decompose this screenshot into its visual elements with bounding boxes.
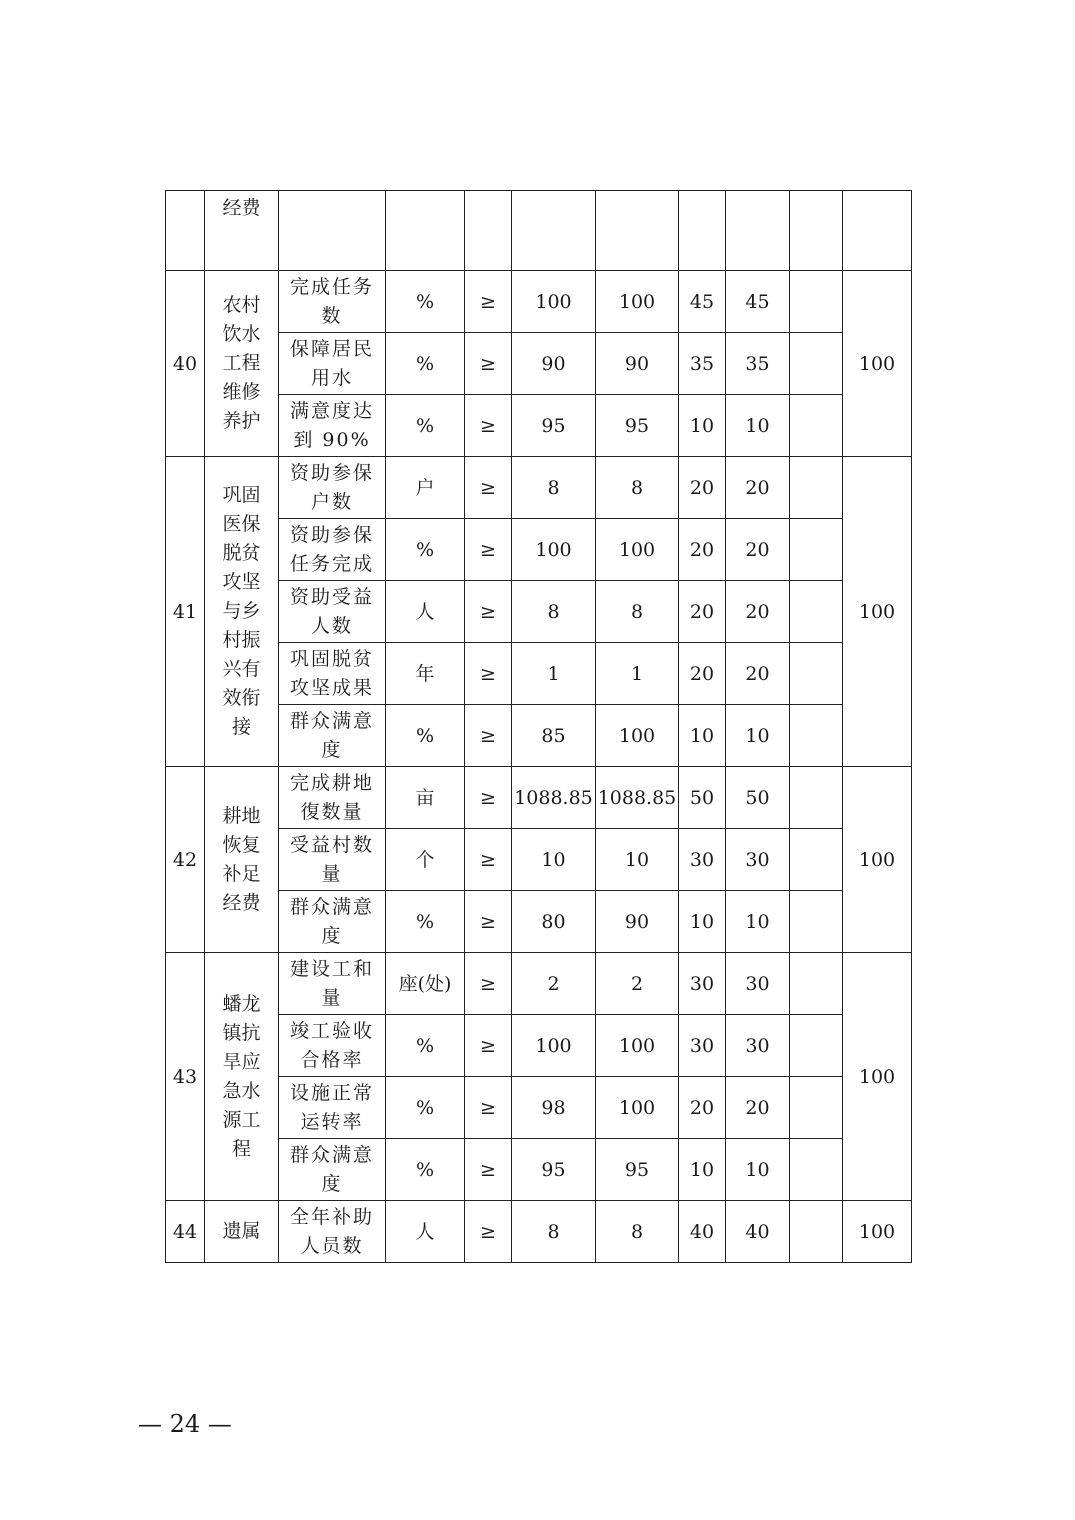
cell-weight: 30 — [679, 953, 726, 1015]
cell-unit: 年 — [386, 643, 465, 705]
cell-target: 8 — [512, 581, 596, 643]
cell-unit: % — [386, 705, 465, 767]
table-row — [166, 457, 912, 519]
cell-op: ≥ — [465, 581, 512, 643]
cell-project-line: 源工 — [222, 1108, 261, 1131]
cell-op: ≥ — [465, 829, 512, 891]
cell-weight: 10 — [679, 1139, 726, 1201]
cell-unit: % — [386, 1139, 465, 1201]
cell-total: 100 — [843, 457, 912, 767]
cell-target: 98 — [512, 1077, 596, 1139]
cell-metric-line: 运转率 — [300, 1110, 364, 1133]
cell-weight: 35 — [679, 333, 726, 395]
cell-target: 100 — [512, 519, 596, 581]
cell-project-line: 恢复 — [222, 833, 261, 856]
cell-metric-line: 保障居民 — [289, 337, 374, 360]
cell-weight — [679, 191, 726, 271]
cell-score: 10 — [726, 891, 790, 953]
cell-unit: 户 — [386, 457, 465, 519]
cell-metric-line: 建设工和 — [289, 957, 374, 980]
cell-score: 10 — [726, 1139, 790, 1201]
cell-note — [790, 829, 843, 891]
cell-metric-line: 全年补助 — [289, 1205, 374, 1228]
cell-project-line: 农村 — [222, 294, 261, 316]
cell-target: 100 — [512, 1015, 596, 1077]
cell-score — [726, 191, 790, 271]
cell-weight: 10 — [679, 395, 726, 457]
cell-metric-line: 用水 — [310, 366, 353, 389]
cell-op: ≥ — [465, 953, 512, 1015]
cell-target: 8 — [512, 457, 596, 519]
cell-no: 44 — [166, 1201, 205, 1263]
cell-note — [790, 891, 843, 953]
cell-op: ≥ — [465, 1077, 512, 1139]
cell-actual: 100 — [596, 1015, 679, 1077]
cell-project-line: 村振 — [222, 629, 261, 651]
cell-actual: 100 — [596, 271, 679, 333]
cell-metric — [279, 1139, 386, 1201]
cell-actual: 8 — [596, 581, 679, 643]
cell-metric — [279, 829, 386, 891]
cell-actual: 100 — [596, 519, 679, 581]
cell-note — [790, 333, 843, 395]
table-row — [166, 767, 912, 829]
cell-project-line: 攻坚 — [222, 571, 261, 593]
cell-note — [790, 953, 843, 1015]
cell-total — [843, 191, 912, 271]
cell-metric-line: 量 — [321, 986, 343, 1009]
cell-target: 85 — [512, 705, 596, 767]
cell-note — [790, 191, 843, 271]
cell-total: 100 — [843, 271, 912, 457]
cell-project-line: 效衔 — [222, 687, 261, 709]
cell-metric-line: 復数量 — [300, 800, 364, 823]
cell-metric-line: 量 — [321, 862, 343, 885]
cell-project: 经费 — [205, 191, 279, 271]
cell-project-line: 程 — [231, 1137, 251, 1160]
cell-project — [205, 1201, 279, 1263]
cell-actual: 1088.85 — [596, 767, 679, 829]
cell-project — [205, 271, 279, 457]
cell-note — [790, 643, 843, 705]
cell-metric-line: 完成任务 — [289, 275, 374, 298]
cell-target — [512, 191, 596, 271]
cell-metric — [279, 891, 386, 953]
cell-actual: 8 — [596, 457, 679, 519]
cell-score: 10 — [726, 705, 790, 767]
cell-actual: 100 — [596, 705, 679, 767]
cell-op: ≥ — [465, 395, 512, 457]
cell-score: 30 — [726, 953, 790, 1015]
cell-no: 41 — [166, 457, 205, 767]
cell-metric-line: 设施正常 — [289, 1081, 374, 1104]
cell-unit: 人 — [386, 1201, 465, 1263]
cell-project-line: 接 — [231, 716, 251, 738]
cell-metric-line: 满意度达 — [289, 399, 374, 422]
cell-no: 43 — [166, 953, 205, 1201]
cell-actual: 95 — [596, 1139, 679, 1201]
cell-metric-line: 人数 — [310, 614, 353, 637]
cell-note — [790, 1015, 843, 1077]
cell-op: ≥ — [465, 333, 512, 395]
cell-weight: 10 — [679, 705, 726, 767]
cell-unit: % — [386, 395, 465, 457]
cell-op: ≥ — [465, 767, 512, 829]
cell-metric-line: 群众满意 — [289, 1143, 374, 1166]
cell-project-line: 旱应 — [222, 1050, 261, 1073]
cell-project — [205, 767, 279, 953]
cell-actual: 100 — [596, 1077, 679, 1139]
cell-metric — [279, 1077, 386, 1139]
cell-metric — [279, 953, 386, 1015]
cell-metric-line: 人员数 — [300, 1234, 364, 1257]
cell-note — [790, 395, 843, 457]
cell-score: 45 — [726, 271, 790, 333]
cell-no — [166, 191, 205, 271]
cell-op: ≥ — [465, 1015, 512, 1077]
cell-op: ≥ — [465, 519, 512, 581]
cell-project-line: 遗属 — [222, 1220, 261, 1242]
table-row — [166, 191, 912, 271]
cell-metric — [279, 457, 386, 519]
cell-project-line: 蟠龙 — [222, 992, 261, 1015]
cell-project-line: 巩固 — [222, 484, 261, 506]
cell-project-line: 养护 — [222, 410, 261, 432]
cell-metric-line: 竣工验收 — [289, 1019, 374, 1042]
cell-project-line: 维修 — [222, 381, 261, 403]
cell-target: 90 — [512, 333, 596, 395]
cell-weight: 50 — [679, 767, 726, 829]
cell-target: 1 — [512, 643, 596, 705]
cell-note — [790, 581, 843, 643]
cell-metric-line: 任务完成 — [289, 552, 374, 575]
cell-metric-line: 巩固脱贫 — [289, 647, 374, 670]
cell-unit: % — [386, 891, 465, 953]
cell-project-line: 与乡 — [222, 600, 261, 622]
page-number: — 24 — — [138, 1410, 232, 1438]
cell-metric-line: 受益村数 — [289, 833, 374, 856]
cell-total: 100 — [843, 767, 912, 953]
cell-metric — [279, 191, 386, 271]
cell-target: 10 — [512, 829, 596, 891]
cell-project-line: 饮水 — [222, 323, 261, 345]
cell-metric-line: 度 — [321, 738, 343, 761]
cell-score: 10 — [726, 395, 790, 457]
cell-metric-line: 群众满意 — [289, 895, 374, 918]
cell-score: 20 — [726, 457, 790, 519]
cell-metric-line: 攻坚成果 — [289, 676, 374, 699]
cell-op: ≥ — [465, 457, 512, 519]
cell-project-line: 急水 — [222, 1079, 261, 1102]
cell-weight: 10 — [679, 891, 726, 953]
cell-metric — [279, 1015, 386, 1077]
cell-weight: 20 — [679, 643, 726, 705]
cell-target: 2 — [512, 953, 596, 1015]
cell-score: 40 — [726, 1201, 790, 1263]
cell-actual: 8 — [596, 1201, 679, 1263]
cell-actual: 1 — [596, 643, 679, 705]
cell-score: 30 — [726, 1015, 790, 1077]
cell-note — [790, 705, 843, 767]
cell-project — [205, 953, 279, 1201]
cell-op: ≥ — [465, 705, 512, 767]
cell-project-line: 工程 — [222, 352, 261, 374]
table-row — [166, 271, 912, 333]
cell-project — [205, 457, 279, 767]
cell-project-line: 医保 — [222, 513, 261, 535]
cell-unit: % — [386, 1077, 465, 1139]
cell-metric — [279, 705, 386, 767]
cell-metric-line: 群众满意 — [289, 709, 374, 732]
cell-target: 95 — [512, 1139, 596, 1201]
cell-score: 20 — [726, 519, 790, 581]
cell-unit: 亩 — [386, 767, 465, 829]
cell-unit: 个 — [386, 829, 465, 891]
cell-score: 20 — [726, 581, 790, 643]
cell-note — [790, 271, 843, 333]
cell-project-line: 耕地 — [222, 804, 261, 827]
cell-metric-line: 户数 — [310, 490, 353, 513]
cell-note — [790, 1077, 843, 1139]
cell-actual — [596, 191, 679, 271]
cell-total: 100 — [843, 953, 912, 1201]
cell-project-line: 镇抗 — [222, 1021, 261, 1044]
cell-op: ≥ — [465, 891, 512, 953]
cell-op — [465, 191, 512, 271]
cell-no: 40 — [166, 271, 205, 457]
cell-target: 1088.85 — [512, 767, 596, 829]
cell-score: 35 — [726, 333, 790, 395]
cell-metric — [279, 395, 386, 457]
cell-weight: 45 — [679, 271, 726, 333]
cell-unit: % — [386, 271, 465, 333]
cell-target: 8 — [512, 1201, 596, 1263]
cell-note — [790, 1201, 843, 1263]
cell-metric-line: 数 — [321, 304, 343, 327]
cell-op: ≥ — [465, 1139, 512, 1201]
table-row — [166, 1201, 912, 1263]
cell-metric — [279, 519, 386, 581]
cell-note — [790, 1139, 843, 1201]
cell-unit: % — [386, 1015, 465, 1077]
cell-unit: % — [386, 333, 465, 395]
cell-total: 100 — [843, 1201, 912, 1263]
cell-unit: % — [386, 519, 465, 581]
cell-weight: 20 — [679, 1077, 726, 1139]
cell-metric — [279, 1201, 386, 1263]
cell-metric-line: 资助受益 — [289, 585, 374, 608]
cell-metric-line: 合格率 — [300, 1048, 364, 1071]
cell-target: 80 — [512, 891, 596, 953]
cell-project-line: 补足 — [222, 862, 261, 885]
cell-actual: 10 — [596, 829, 679, 891]
cell-project-line: 脱贫 — [222, 542, 261, 564]
cell-metric — [279, 643, 386, 705]
cell-weight: 40 — [679, 1201, 726, 1263]
cell-op: ≥ — [465, 1201, 512, 1263]
cell-metric-line: 资助参保 — [289, 523, 374, 546]
cell-target: 100 — [512, 271, 596, 333]
cell-score: 30 — [726, 829, 790, 891]
table-row — [166, 953, 912, 1015]
cell-weight: 20 — [679, 457, 726, 519]
cell-actual: 90 — [596, 891, 679, 953]
cell-actual: 90 — [596, 333, 679, 395]
cell-target: 95 — [512, 395, 596, 457]
cell-no: 42 — [166, 767, 205, 953]
cell-weight: 20 — [679, 519, 726, 581]
cell-project-line: 兴有 — [222, 658, 261, 680]
cell-metric-line: 完成耕地 — [289, 771, 374, 794]
cell-op: ≥ — [465, 643, 512, 705]
performance-table — [165, 190, 912, 1263]
cell-weight: 20 — [679, 581, 726, 643]
cell-note — [790, 457, 843, 519]
cell-op: ≥ — [465, 271, 512, 333]
cell-metric-line: 资助参保 — [289, 461, 374, 484]
cell-actual: 95 — [596, 395, 679, 457]
cell-metric — [279, 271, 386, 333]
cell-weight: 30 — [679, 1015, 726, 1077]
cell-metric-line: 度 — [321, 1172, 343, 1195]
table-body — [166, 191, 912, 1263]
cell-unit: 座(处) — [386, 953, 465, 1015]
cell-metric — [279, 767, 386, 829]
cell-metric-line: 度 — [321, 924, 343, 947]
cell-metric — [279, 581, 386, 643]
cell-note — [790, 519, 843, 581]
cell-score: 20 — [726, 643, 790, 705]
cell-project-line: 经费 — [222, 891, 261, 914]
cell-unit — [386, 191, 465, 271]
cell-unit: 人 — [386, 581, 465, 643]
cell-metric-line: 到 90% — [293, 428, 371, 451]
cell-weight: 30 — [679, 829, 726, 891]
cell-actual: 2 — [596, 953, 679, 1015]
cell-score: 20 — [726, 1077, 790, 1139]
cell-note — [790, 767, 843, 829]
cell-score: 50 — [726, 767, 790, 829]
cell-metric — [279, 333, 386, 395]
